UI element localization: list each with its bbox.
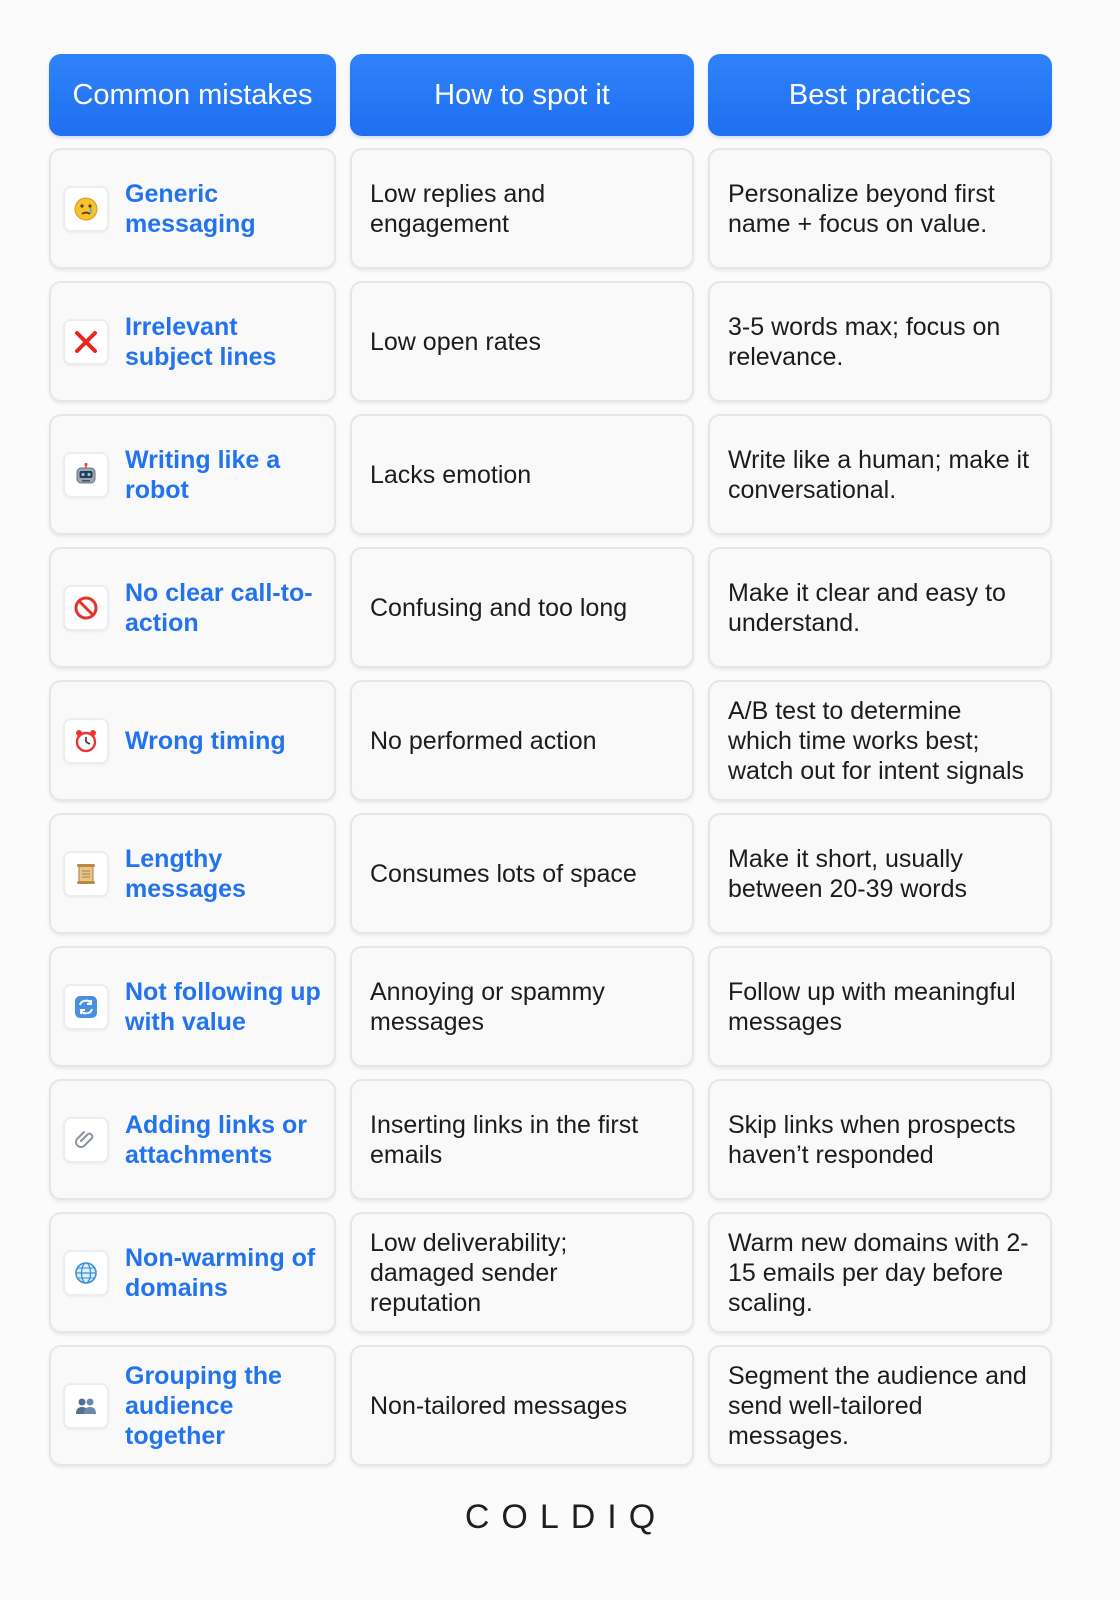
mistake-cell [49, 1345, 336, 1466]
practice-cell [708, 1345, 1052, 1466]
alarm-clock-icon [63, 718, 109, 764]
brand-logo: COLDIQ [464, 1498, 668, 1536]
practice-cell [708, 281, 1052, 402]
practice-text: Segment the audience and send well-tailored messages. [728, 1361, 1027, 1450]
spot-cell [350, 946, 694, 1067]
repeat-icon [63, 984, 109, 1030]
spot-cell [350, 547, 694, 668]
spot-cell [350, 680, 694, 801]
header-label: Common mistakes [72, 79, 313, 111]
mistake-label: Non-warming of domains [125, 1243, 316, 1302]
practice-text: A/B test to determine which time works best; watch out for intent signals [728, 696, 1024, 785]
practice-text: Skip links when prospects haven’t responded [728, 1110, 1016, 1169]
practice-cell [708, 1079, 1052, 1200]
spot-cell [350, 281, 694, 402]
mistake-label: Irrelevant subject lines [125, 312, 277, 371]
spot-cell [350, 1079, 694, 1200]
practice-cell [708, 1212, 1052, 1333]
mistake-cell [49, 946, 336, 1067]
spot-cell [350, 813, 694, 934]
mistake-cell [49, 1079, 336, 1200]
robot-icon [63, 452, 109, 498]
practice-text: Write like a human; make it conversational. [728, 445, 1030, 504]
spot-cell [350, 148, 694, 269]
practice-text: Make it clear and easy to understand. [728, 578, 1006, 637]
spot-cell [350, 1345, 694, 1466]
spot-text: Inserting links in the first emails [370, 1110, 639, 1169]
practice-text: Warm new domains with 2-15 emails per day before scaling. [728, 1228, 1029, 1317]
practice-text: Make it short, usually between 20-39 words [728, 844, 968, 903]
paperclip-icon [63, 1117, 109, 1163]
mistake-cell [49, 414, 336, 535]
people-icon [63, 1383, 109, 1429]
header-common-mistakes [49, 54, 336, 136]
mistakes-table [49, 54, 1052, 1478]
spot-text: Lacks emotion [370, 460, 532, 489]
spot-text: Low open rates [370, 327, 541, 356]
header-how-to-spot [350, 54, 694, 136]
spot-cell [350, 1212, 694, 1333]
mistake-cell [49, 1212, 336, 1333]
practice-cell [708, 946, 1052, 1067]
spot-text: No performed action [370, 726, 597, 755]
globe-icon [63, 1250, 109, 1296]
mistake-label: Generic messaging [125, 179, 256, 238]
mistake-cell [49, 813, 336, 934]
spot-text: Low deliverability; damaged sender reputation [370, 1228, 568, 1317]
mistake-cell [49, 547, 336, 668]
spot-text: Non-tailored messages [370, 1391, 628, 1420]
spot-text: Annoying or spammy messages [370, 977, 605, 1036]
spot-text: Low replies and engagement [370, 179, 546, 238]
practice-cell [708, 547, 1052, 668]
mistake-label: No clear call-to-action [125, 578, 313, 637]
mistake-label: Grouping the audience together [125, 1361, 282, 1450]
scroll-icon [63, 851, 109, 897]
practice-cell [708, 414, 1052, 535]
confused-face-icon [63, 186, 109, 232]
header-label: Best practices [788, 79, 972, 111]
header-best-practices [708, 54, 1052, 136]
mistake-label: Not following up with value [125, 977, 321, 1036]
red-x-icon [63, 319, 109, 365]
mistake-label: Lengthy messages [125, 844, 246, 903]
spot-cell [350, 414, 694, 535]
mistake-label: Writing like a robot [125, 445, 281, 504]
practice-text: 3-5 words max; focus on relevance. [728, 312, 1001, 371]
practice-cell [708, 680, 1052, 801]
mistake-label: Wrong timing [125, 726, 286, 755]
header-label: How to spot it [434, 79, 610, 111]
mistake-label: Adding links or attachments [125, 1110, 307, 1169]
practice-cell [708, 813, 1052, 934]
mistake-cell [49, 148, 336, 269]
practice-cell [708, 148, 1052, 269]
spot-text: Confusing and too long [370, 593, 628, 622]
spot-text: Consumes lots of space [370, 859, 637, 888]
practice-text: Personalize beyond first name + focus on value. [728, 179, 995, 238]
mistake-cell [49, 281, 336, 402]
mistake-cell [49, 680, 336, 801]
prohibited-icon [63, 585, 109, 631]
practice-text: Follow up with meaningful messages [728, 977, 1016, 1036]
